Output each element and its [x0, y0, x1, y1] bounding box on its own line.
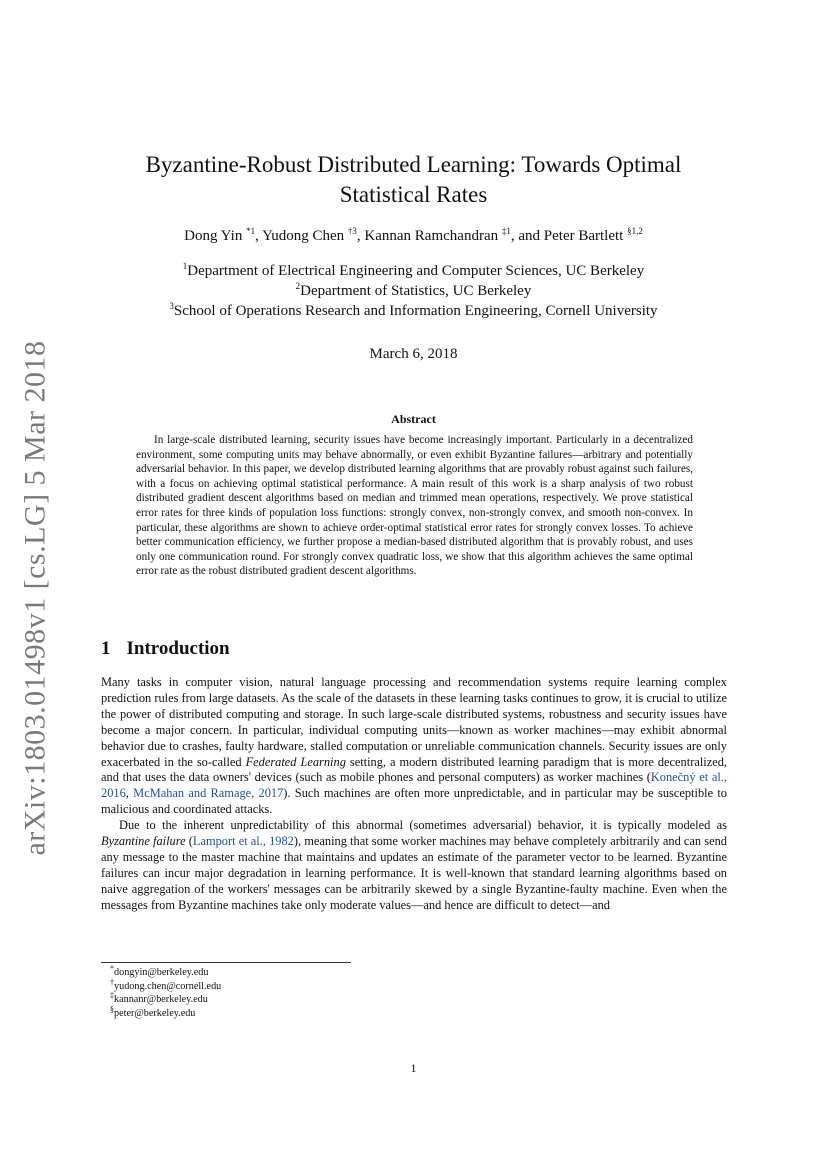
- footnote-email[interactable]: yudong.chen@cornell.edu: [114, 980, 222, 992]
- arxiv-identifier-text: arXiv:1803.01498v1 [cs.LG] 5 Mar 2018: [19, 340, 52, 856]
- paragraph-text: Many tasks in computer vision, natural language processing and recommendation systems require learning complex prediction rules from large datasets. As the scale of the datasets in these learning tasks continues to grow, it is crucial to utilize the power of distributed computing and storage. In such large-scale distributed systems, robustness and security issues have become a major concern. In particular, individual computing units—known as worker machines—may exhibit abnormal behavior due to crashes, faulty hardware, stalled computation or unreliable communication channels. Security issues are only exacerbated in the so-called: [101, 675, 727, 769]
- paragraph-text: Due to the inherent unpredictability of this abnormal (sometimes adversarial) behavior, it is typically modeled as: [119, 818, 727, 833]
- affiliation-item: [100, 281, 727, 301]
- abstract-body: In large-scale distributed learning, security issues have become increasingly important. Particularly in a decentralized environment, some computing units may behave abnormally, or even exhibit Byzantine failures—arbitrary and potentially adversarial behavior. In this paper, we develop distributed learning algorithms that are provably robust against such failures, with a focus on achieving optimal statistical performance. A main result of this work is a sharp analysis of two robust distributed gradient descent algorithms based on median and trimmed mean operations, respectively. We prove statistical error rates for three kinds of population loss functions: strongly convex, non-strongly convex, and smooth non-convex. In particular, these algorithms are shown to achieve order-optimal statistical error rates for strongly convex losses. To achieve better communication efficiency, we further propose a median-based distributed algorithm that is provably robust, and uses only one communication round. For strongly convex quadratic loss, we show that this algorithm achieves the same optimal error rate as the robust distributed gradient descent algorithms.: [136, 434, 693, 578]
- publication-date: March 6, 2018: [369, 346, 458, 362]
- affiliation-text: School of Operations Research and Information Engineering, Cornell University: [173, 303, 658, 319]
- arxiv-identifier-stamp: [16, 340, 56, 856]
- author-separator: , and: [510, 228, 544, 244]
- citation-link[interactable]: Konečný et al., 2016: [101, 770, 727, 801]
- abstract-heading: Abstract: [391, 412, 436, 426]
- citation-link[interactable]: Lamport et al., 1982: [192, 834, 294, 849]
- introduction-body: [101, 675, 727, 914]
- page-number: 1: [410, 1061, 417, 1075]
- section-title: Introduction: [126, 638, 230, 659]
- author-separator: ,: [356, 228, 365, 244]
- footnote-email[interactable]: kannanr@berkeley.edu: [114, 994, 208, 1005]
- paragraph-text: ). Such machines are often more unpredictable, and in particular may be susceptible to malicious and coordinated attacks.: [101, 786, 727, 817]
- affiliations: [100, 261, 727, 321]
- footnote-mark: ‡: [110, 991, 114, 1000]
- affiliation-mark: 2: [295, 281, 301, 291]
- author-name: Peter Bartlett: [543, 228, 624, 244]
- paragraph: [101, 675, 727, 818]
- section-number: 1: [101, 638, 111, 659]
- footnote-email[interactable]: dongyin@berkeley.edu: [114, 967, 209, 978]
- author-affil-mark: *1: [246, 226, 256, 236]
- affiliation-text: Department of Electrical Engineering and Computer Sciences, UC Berkeley: [187, 263, 645, 279]
- paragraph-text: ), meaning that some worker machines may behave completely arbitrarily and can send any message to the master machine that maintains and updates an estimate of the parameter vector to be learned. Byzantine failures can incur major degradation in learning performance. It is well-known that standard learning algorithms based on naive aggregation of the workers' messages can be arbitrarily skewed by a single Byzantine-faulty machine. Even when the messages from Byzantine machines take only moderate values—and hence are difficult to detect—and: [101, 834, 727, 912]
- paper-title: Byzantine-Robust Distributed Learning: Towards Optimal Statistical Rates: [145, 152, 682, 207]
- affiliation-item: [100, 261, 727, 281]
- footnote-item: [110, 993, 221, 1007]
- author-separator: ,: [255, 228, 263, 244]
- footnote-item: [110, 966, 221, 980]
- paragraph-text: ,: [125, 786, 134, 801]
- author-name: Dong Yin: [184, 228, 243, 244]
- author-affil-mark: ‡1: [501, 226, 511, 236]
- footnote-email[interactable]: peter@berkeley.edu: [114, 1007, 196, 1019]
- footnote-item: [110, 1004, 221, 1021]
- affiliation-mark: 3: [169, 301, 174, 311]
- footnote-mark: *: [110, 964, 114, 973]
- footnote-mark: †: [110, 977, 114, 987]
- footnote-mark: §: [110, 1004, 114, 1014]
- author-affil-mark: §1,2: [627, 226, 643, 236]
- affiliation-item: [100, 301, 727, 321]
- author-name: Kannan Ramchandran: [364, 228, 499, 244]
- emphasis-term: Federated Learning: [245, 754, 346, 769]
- author-affil-mark: †3: [347, 226, 357, 236]
- footnote-divider: [101, 962, 351, 963]
- affiliation-text: Department of Statistics, UC Berkeley: [300, 283, 532, 299]
- paragraph-text: (: [185, 834, 193, 849]
- affiliation-mark: 1: [182, 261, 188, 271]
- author-name: Yudong Chen: [262, 228, 345, 244]
- emphasis-term: Byzantine failure: [101, 834, 186, 849]
- section-heading: [101, 638, 230, 660]
- citation-link[interactable]: McMahan and Ramage, 2017: [133, 786, 284, 801]
- paragraph: [101, 818, 727, 913]
- footnotes: [110, 966, 221, 1020]
- footnote-item: [110, 977, 222, 994]
- author-list: [100, 228, 727, 245]
- paragraph-text: setting, a modern distributed learning paradigm that is more decentralized, and that uses the data owners' devices (such as mobile phones and personal computers) as worker machines (: [101, 754, 727, 785]
